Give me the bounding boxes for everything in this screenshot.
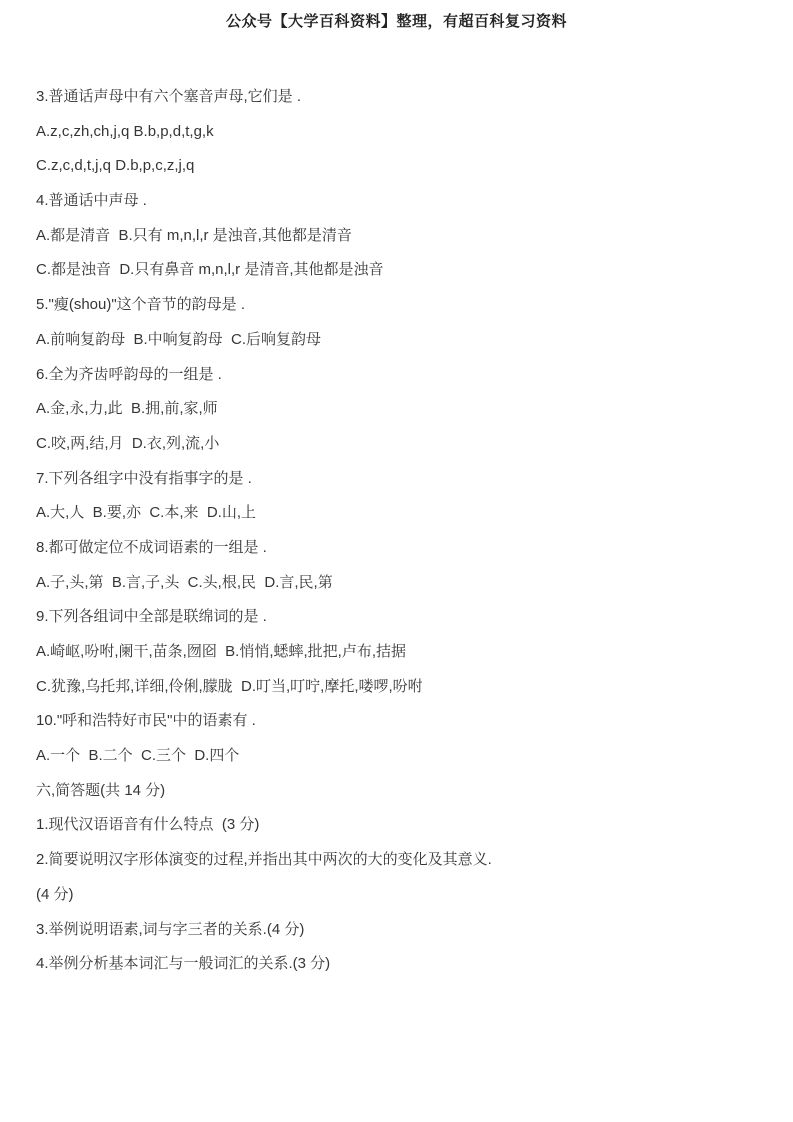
question-9-options-ab: A.崎岖,吩咐,阑干,苗条,囫囵 B.悄悄,蟋蟀,批把,卢布,拮据	[36, 643, 407, 660]
question-10-stem: 10."呼和浩特好市民"中的语素有 .	[36, 712, 256, 730]
document-body	[36, 80, 763, 982]
question-7-options: A.大,人 B.要,亦 C.本,来 D.山,上	[36, 504, 257, 522]
short-answer-4: 4.举例分析基本词汇与一般词汇的关系.(3 分)	[36, 955, 331, 973]
document-header-title: 公众号【大学百科资料】整理，有超百科复习资料	[225, 14, 567, 30]
question-7-stem: 7.下列各组字中没有指事字的是 .	[36, 469, 252, 487]
question-8-options: A.子,头,第 B.言,子,头 C.头,根,民 D.言,民,第	[36, 573, 333, 591]
question-6-options-cd: C.咬,两,结,月 D.衣,列,流,小	[36, 434, 220, 452]
question-6-stem: 6.全为齐齿呼韵母的一组是 .	[36, 365, 222, 383]
question-9-stem: 9.下列各组词中全部是联绵词的是 .	[36, 608, 267, 626]
question-9-options-cd: C.犹豫,乌托邦,详细,伶俐,朦胧 D.叮当,叮咛,摩托,喽啰,吩咐	[36, 677, 423, 695]
short-answer-2-score: (4 分)	[36, 885, 74, 903]
question-3-options-ab: A.z,c,zh,ch,j,q B.b,p,d,t,g,k	[36, 122, 214, 140]
short-answer-1: 1.现代汉语语音有什么特点 (3 分)	[36, 816, 260, 834]
question-10-options: A.一个 B.二个 C.三个 D.四个	[36, 747, 240, 765]
question-5-options: A.前响复韵母 B.中响复韵母 C.后响复韵母	[36, 330, 322, 348]
section-6-heading: 六,简答题(共 14 分)	[36, 781, 166, 799]
question-8-stem: 8.都可做定位不成词语素的一组是 .	[36, 538, 267, 556]
question-4-stem: 4.普通话中声母 .	[36, 192, 147, 210]
question-3-stem: 3.普通话声母中有六个塞音声母,它们是 .	[36, 88, 302, 105]
question-4-options-ab: A.都是清音 B.只有 m,n,l,r 是浊音,其他都是清音	[36, 226, 352, 244]
question-5-stem: 5."瘦(shou)"这个音节的韵母是 .	[36, 296, 246, 314]
question-4-options-cd: C.都是浊音 D.只有鼻音 m,n,l,r 是清音,其他都是浊音	[36, 261, 384, 279]
question-3-options-cd: C.z,c,d,t,j,q D.b,p,c,z,j,q	[36, 157, 195, 175]
short-answer-3: 3.举例说明语素,词与字三者的关系.(4 分)	[36, 920, 305, 938]
question-6-options-ab: A.金,永,力,此 B.拥,前,家,师	[36, 400, 218, 418]
short-answer-2: 2.简要说明汉字形体演变的过程,并指出其中两次的大的变化及其意义.	[36, 851, 492, 869]
